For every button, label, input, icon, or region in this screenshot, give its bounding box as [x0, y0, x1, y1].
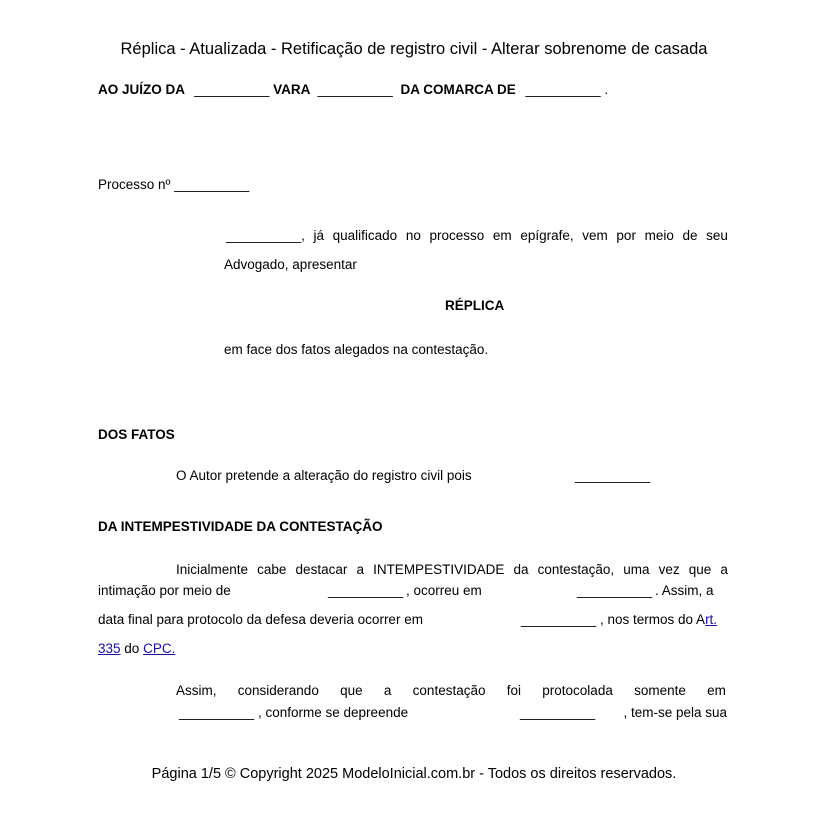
processo-label: Processo nº [98, 177, 171, 192]
intro-word: meio [644, 228, 674, 243]
intro-word: epígrafe, [520, 228, 574, 243]
art-link[interactable]: rt. [705, 612, 718, 627]
intempestividade-line2b: , ocorreu em [406, 583, 482, 598]
intro-word: vem [582, 228, 608, 243]
assim-line2-blank1: __________ [179, 705, 255, 720]
intro-line1 [226, 228, 728, 243]
header-blank3: __________ [525, 82, 601, 97]
intro-line2: Advogado, apresentar [224, 257, 357, 272]
intempestividade-word: uma [623, 562, 650, 577]
intempestividade-line4 [98, 641, 175, 656]
em-face-text: em face dos fatos alegados na contestação. [224, 342, 489, 357]
intro-word: de [682, 228, 698, 243]
intro-word: por [616, 228, 636, 243]
assim-line1 [176, 683, 726, 698]
document-title: Réplica - Atualizada - Retificação de registro civil - Alterar sobrenome de casada [120, 40, 708, 58]
assim-line2b: , tem-se pela sua [623, 705, 727, 720]
header-part3: DA COMARCA DE [400, 82, 516, 97]
intempestividade-word: cabe [257, 562, 287, 577]
assim-word: foi [506, 683, 522, 698]
assim-word: Assim, [176, 683, 217, 698]
replica-heading: RÉPLICA [445, 298, 505, 313]
intempestividade-word: destacar [295, 562, 348, 577]
assim-line2-blank2: __________ [520, 705, 596, 720]
assim-word: contestação [412, 683, 486, 698]
header-blank1: __________ [194, 82, 270, 97]
intempestividade-word: INTEMPESTIVIDADE [373, 562, 505, 577]
art-335-link[interactable]: 335 [98, 641, 121, 656]
intempestividade-line2-blank1: __________ [328, 583, 404, 598]
intempestividade-line1 [176, 562, 728, 577]
assim-word: que [340, 683, 363, 698]
intempestividade-line2c: . Assim, a [655, 583, 714, 598]
intempestividade-word: a [356, 562, 364, 577]
dos-fatos-blank: __________ [575, 468, 651, 483]
intempestividade-line3b-text: , nos termos do A [600, 612, 706, 627]
intempestividade-line2-blank2: __________ [577, 583, 653, 598]
intempestividade-word: da [513, 562, 529, 577]
intempestividade-heading: DA INTEMPESTIVIDADE DA CONTESTAÇÃO [98, 519, 383, 534]
assim-word: somente [634, 683, 686, 698]
header-end: . [604, 82, 609, 97]
dos-fatos-text: O Autor pretende a alteração do registro civil pois [176, 468, 472, 483]
header-blank2: __________ [317, 82, 393, 97]
assim-word: protocolada [542, 683, 613, 698]
assim-line2a: , conforme se depreende [258, 705, 409, 720]
intempestividade-line2a: intimação por meio de [98, 583, 231, 598]
header-part2: VARA [273, 82, 310, 97]
processo-blank: __________ [174, 177, 250, 192]
assim-word: considerando [237, 683, 319, 698]
do-text: do [124, 641, 140, 656]
assim-word: a [383, 683, 392, 698]
intro-word: processo [429, 228, 485, 243]
page-footer: Página 1/5 © Copyright 2025 ModeloInicial.com.br - Todos os direitos reservados. [151, 766, 677, 782]
court-header [98, 82, 608, 97]
intempestividade-word: vez [658, 562, 680, 577]
intro-blank: __________, [226, 228, 305, 243]
cpc-link[interactable]: CPC. [143, 641, 176, 656]
header-part1: AO JUÍZO DA [98, 82, 185, 97]
intro-word: no [405, 228, 421, 243]
processo-line [98, 177, 249, 192]
intempestividade-line3-blank: __________ [521, 612, 597, 627]
intempestividade-line3b [600, 612, 717, 627]
dos-fatos-heading: DOS FATOS [98, 427, 175, 442]
intro-word: já [313, 228, 324, 243]
intempestividade-word: que [688, 562, 712, 577]
intro-word: em [492, 228, 512, 243]
intempestividade-word: contestação, [537, 562, 615, 577]
intempestividade-word: Inicialmente [176, 562, 249, 577]
intro-word: qualificado [332, 228, 398, 243]
intro-word: seu [706, 228, 728, 243]
intempestividade-word: a [720, 562, 728, 577]
assim-word: em [707, 683, 726, 698]
intempestividade-line3a: data final para protocolo da defesa deveria ocorrer em [98, 612, 423, 627]
